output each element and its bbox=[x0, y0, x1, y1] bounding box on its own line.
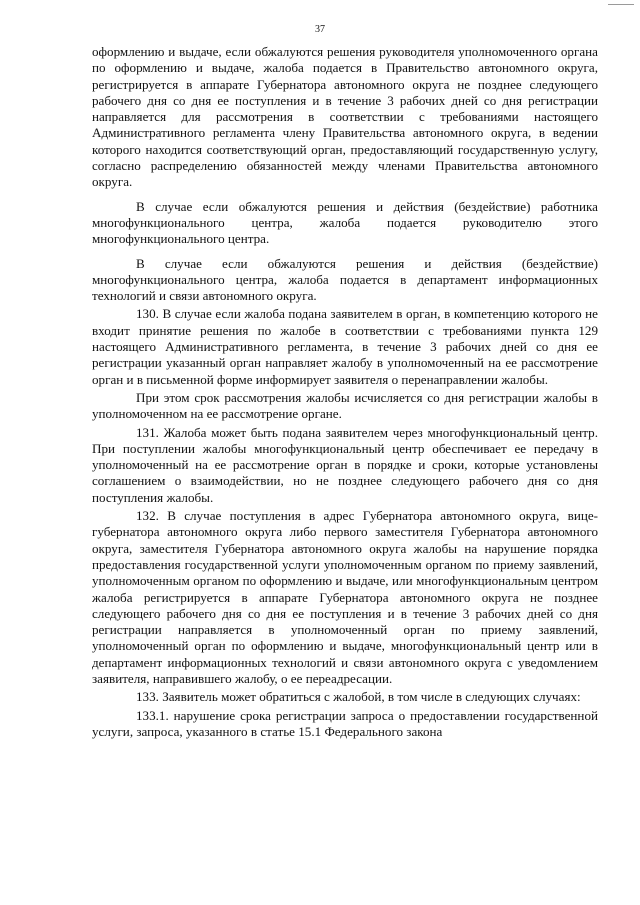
paragraph-130: 130. В случае если жалоба подана заявителем в орган, в компетенцию которого не входит принятие решения по жалобе в соответствии с требованиями пункта 129 настоящего Административного регламента, в течение 3 рабочих дней со дня ее регистрации указанный орган направляет жалобу в уполномоченный на ее рассмотрение орган и в письменной форме информирует заявителя о перенаправлении жалобы. bbox=[92, 306, 598, 387]
paragraph-mfc: В случае если обжалуются решения и действия (бездействие) многофункционального центра, жалоба подается в департамент информационных технологий и связи автономного округа. bbox=[92, 255, 598, 304]
paragraph-130-term: При этом срок рассмотрения жалобы исчисляется со дня регистрации жалобы в уполномоченном на ее рассмотрение органе. bbox=[92, 389, 598, 422]
paragraph-continuation: оформлению и выдаче, если обжалуются решения руководителя уполномоченного органа по оформлению и выдаче, жалоба подается в Правительство автономного округа, регистрируется в аппарате Губернатора автономного округа не позднее следующего рабочего дня со дня ее поступления и в течение 3 рабочих дней со дня регистрации направляется для рассмотрения в соответствии с требованиями настоящего Административного регламента члену Правительства автономного округа, в ведении которого находится соответствующий орган, предоставляющий государственную услугу, согласно распределению обязанностей между членами Правительства автономного округа. bbox=[92, 44, 598, 190]
paragraph-133: 133. Заявитель может обратиться с жалобой, в том числе в следующих случаях: bbox=[136, 689, 581, 705]
corner-mark bbox=[608, 4, 634, 5]
paragraph-131: 131. Жалоба может быть подана заявителем через многофункциональный центр. При поступлении жалобы многофункциональный центр обеспечивает ее передачу в уполномоченный на ее рассмотрение орган в порядке и сроки, которые установлены соглашением о взаимодействии, но не позднее следующего рабочего дня со дня поступления жалобы. bbox=[92, 424, 598, 505]
paragraph-132: 132. В случае поступления в адрес Губернатора автономного округа, вице-губернатора автономного округа либо первого заместителя Губернатора автономного округа, заместителя Губернатора автономного округа жалобы на нарушение порядка предоставления государственной услуги уполномоченным органом по приему заявлений, уполномоченным органом по оформлению и выдаче, или многофункциональным центром жалоба регистрируется в аппарате Губернатора автономного округа не позднее следующего рабочего дня со дня ее поступления и в течение 3 рабочих дней со дня регистрации направляется в уполномоченный орган по приему заявлений, уполномоченный орган по оформлению и выдаче, многофункциональный центр или в департамент информационных технологий и связи автономного округа с уведомлением заявителя, направившего жалобу, о ее переадресации. bbox=[92, 508, 598, 686]
paragraph-mfc-worker: В случае если обжалуются решения и действия (бездействие) работника многофункционального центра, жалоба подается руководителю этого многофункционального центра. bbox=[92, 198, 598, 247]
page-number: 37 bbox=[315, 24, 325, 35]
paragraph-133-1: 133.1. нарушение срока регистрации запроса о предоставлении государственной услуги, запроса, указанного в статье 15.1 Федерального закона bbox=[92, 707, 598, 739]
document-body bbox=[92, 44, 598, 740]
